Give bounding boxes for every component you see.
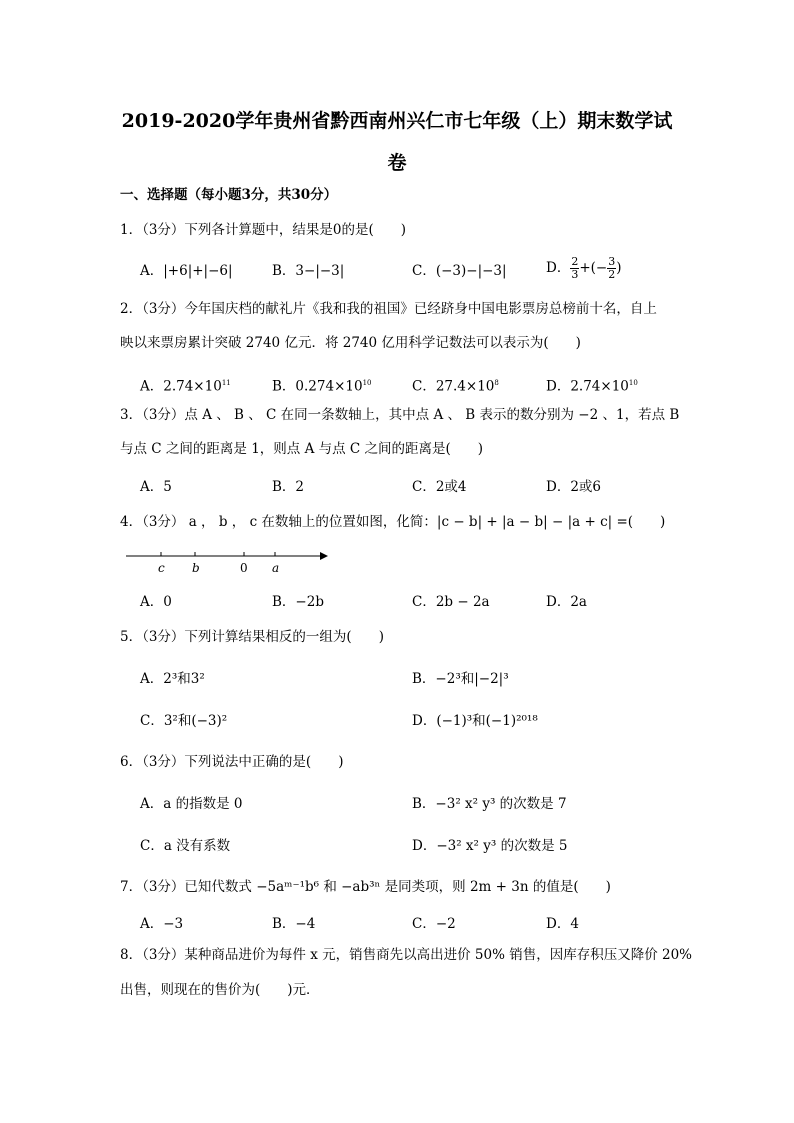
q2-option-d bbox=[546, 374, 638, 396]
exponent: 10 bbox=[362, 379, 372, 387]
question-3-line-2: 与点 C 之间的距离是 1，则点 A 与点 C 之间的距离是( ) bbox=[120, 441, 484, 457]
q3-option-b: B．2 bbox=[272, 479, 305, 495]
label-b: b bbox=[192, 561, 200, 575]
q6-option-d: D．−3² x² y³ 的次数是 5 bbox=[412, 838, 568, 854]
q1-option-c: C．(−3)−|−3| bbox=[412, 263, 507, 279]
fraction bbox=[607, 256, 616, 281]
q4-option-b: B．−2b bbox=[272, 594, 324, 610]
q4-option-c: C．2b − 2a bbox=[412, 594, 490, 610]
q2-d-base: D．2.74×10 bbox=[546, 378, 629, 395]
question-1-stem: 1．（3分）下列各计算题中，结果是0的是( ) bbox=[120, 222, 407, 238]
label-zero: 0 bbox=[240, 561, 248, 575]
exponent: 8 bbox=[494, 379, 499, 387]
q4-option-d: D．2a bbox=[546, 594, 587, 610]
q1-option-b: B．3−|−3| bbox=[272, 263, 345, 279]
q1-d-mid: +(− bbox=[579, 260, 608, 276]
fraction-numerator: 3 bbox=[608, 255, 616, 268]
q7-option-b: B．−4 bbox=[272, 916, 316, 932]
question-3-line-1: 3．（3分）点 A 、 B 、 C 在同一条数轴上，其中点 A 、 B 表示的数分别为 −2 、1，若点 B bbox=[120, 407, 680, 423]
exponent: 10 bbox=[628, 379, 638, 387]
q2-c-base: C．27.4×10 bbox=[412, 378, 495, 395]
q6-option-b: B．−3² x² y³ 的次数是 7 bbox=[412, 796, 567, 812]
q2-b-base: B．0.274×10 bbox=[272, 378, 363, 395]
fraction-numerator: 2 bbox=[571, 255, 579, 268]
section-heading: 一、选择题（每小题3分，共30分） bbox=[120, 187, 338, 203]
question-7-stem: 7．（3分）已知代数式 −5aᵐ⁻¹b⁶ 和 −ab³ⁿ 是同类项，则 2m + 3n 的值是( ) bbox=[120, 879, 611, 895]
q2-option-c bbox=[412, 374, 499, 396]
question-2-line-1: 2．（3分）今年国庆档的献礼片《我和我的祖国》已经跻身中国电影票房总榜前十名，自上 bbox=[120, 301, 657, 317]
q2-option-a bbox=[140, 374, 231, 396]
q7-option-a: A．−3 bbox=[140, 916, 184, 932]
q7-option-c: C．−2 bbox=[412, 916, 456, 932]
question-8-line-2: 出售，则现在的售价为( )元． bbox=[120, 982, 320, 998]
q3-option-c: C．2或4 bbox=[412, 479, 467, 495]
question-5-stem: 5．（3分）下列计算结果相反的一组为( ) bbox=[120, 629, 384, 645]
q1-d-end: ) bbox=[616, 260, 622, 276]
q5-option-c: C．3²和(−3)² bbox=[140, 713, 228, 729]
page-title-continued: 卷 bbox=[387, 152, 407, 174]
q3-option-a: A．5 bbox=[140, 479, 172, 495]
number-line-figure bbox=[120, 548, 340, 578]
q4-option-a: A．0 bbox=[140, 594, 172, 610]
q6-option-c: C．a 没有系数 bbox=[140, 838, 231, 854]
q2-option-b bbox=[272, 374, 371, 396]
q5-option-b: B．−2³和|−2|³ bbox=[412, 671, 509, 687]
fraction-denominator: 2 bbox=[608, 268, 616, 281]
fraction-denominator: 3 bbox=[571, 268, 579, 281]
exponent: 11 bbox=[221, 379, 231, 387]
q2-a-base: A．2.74×10 bbox=[140, 378, 222, 395]
question-4-stem: 4．（3分） a ， b ， c 在数轴上的位置如图，化简：|c − b| + |a − b| − |a + c| =( ) bbox=[120, 514, 666, 530]
question-2-line-2: 映以来票房累计突破 2740 亿元．将 2740 亿用科学记数法可以表示为( ) bbox=[120, 335, 581, 351]
q1-d-prefix: D． bbox=[546, 260, 571, 276]
q5-option-a: A．2³和3² bbox=[140, 671, 205, 687]
q3-option-d: D．2或6 bbox=[546, 479, 602, 495]
arrow-head bbox=[320, 552, 328, 560]
page-title: 2019-2020学年贵州省黔西南州兴仁市七年级（上）期末数学试 bbox=[121, 110, 673, 132]
fraction bbox=[570, 256, 579, 281]
q1-option-d bbox=[546, 256, 622, 281]
q7-option-d: D．4 bbox=[546, 916, 579, 932]
question-8-line-1: 8．（3分）某种商品进价为每件 x 元，销售商先以高出进价 50% 销售，因库存积压又降价 20% bbox=[120, 947, 693, 963]
label-c: c bbox=[158, 561, 165, 575]
q6-option-a: A．a 的指数是 0 bbox=[140, 796, 243, 812]
q1-option-a: A．|+6|+|−6| bbox=[140, 263, 233, 279]
q5-option-d: D．(−1)³和(−1)²⁰¹⁸ bbox=[412, 713, 538, 729]
question-6-stem: 6．（3分）下列说法中正确的是( ) bbox=[120, 754, 344, 770]
label-a: a bbox=[272, 561, 280, 575]
